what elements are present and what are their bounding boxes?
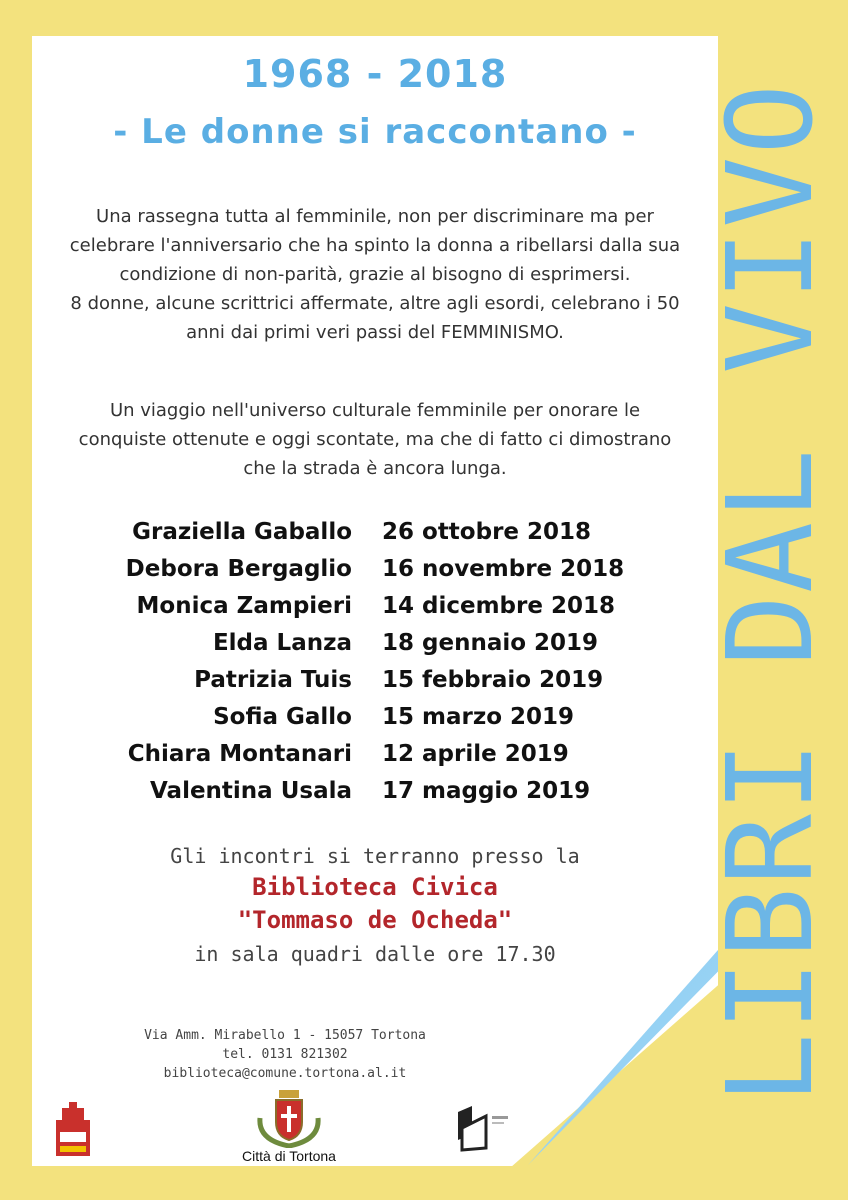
schedule-row [60,662,680,699]
venue-intro: Gli incontri si terranno presso la [170,844,580,868]
schedule-list [60,514,680,810]
intro-line: 8 donne, alcune scrittrici affermate, altre agli esordi, celebrano i 50 [70,293,680,314]
venue-time: in sala quadri dalle ore 17.30 [194,942,556,966]
city-name-label: Città di Tortona [242,1148,336,1164]
intro-line: che la strada è ancora lunga. [243,458,507,479]
intro-paragraph-1 [40,202,710,347]
title-subtitle: - Le donne si raccontano - [113,112,637,152]
author-name: Patrizia Tuis [194,667,352,693]
library-logo-icon [452,1104,512,1152]
author-name: Debora Bergaglio [125,556,352,582]
title-years: 1968 - 2018 [242,52,508,96]
event-date: 15 marzo 2019 [382,704,575,730]
event-date: 16 novembre 2018 [382,556,625,582]
author-name: Chiara Montanari [127,741,352,767]
contact-address: Via Amm. Mirabello 1 - 15057 Tortona [144,1028,426,1043]
schedule-row [60,625,680,662]
event-date: 12 aprile 2019 [382,741,569,767]
intro-paragraph-2 [40,396,710,483]
schedule-row [60,588,680,625]
author-name: Valentina Usala [150,778,352,804]
intro-line: anni dai primi veri passi del FEMMINISMO. [186,322,564,343]
schedule-row [60,699,680,736]
author-name: Graziella Gaballo [132,519,352,545]
vertical-side-title: LIBRI DAL VIVO [701,81,839,1105]
event-date: 15 febbraio 2019 [382,667,604,693]
event-date: 26 ottobre 2018 [382,519,592,545]
intro-line: conquiste ottenute e oggi scontate, ma che di fatto ci dimostrano [78,429,672,450]
schedule-row [60,773,680,810]
venue-name-line-2: "Tommaso de Ocheda" [237,906,513,934]
author-name: Sofia Gallo [213,704,352,730]
schedule-row [60,551,680,588]
intro-line: condizione di non-parità, grazie al bisogno di esprimersi. [119,264,631,285]
event-date: 17 maggio 2019 [382,778,591,804]
schedule-row [60,736,680,773]
intro-line: celebrare l'anniversario che ha spinto la donna a ribellarsi dalla sua [69,235,681,256]
intro-line: Un viaggio nell'universo culturale femminile per onorare le [109,400,641,421]
schedule-row [60,514,680,551]
event-date: 14 dicembre 2018 [382,593,615,619]
contact-block [80,1026,490,1083]
venue-name-line-1: Biblioteca Civica [252,873,498,901]
event-date: 18 gennaio 2019 [382,630,599,656]
citta-logo-icon [52,1102,94,1158]
contact-phone: tel. 0131 821302 [222,1047,348,1062]
author-name: Monica Zampieri [136,593,352,619]
intro-line: Una rassegna tutta al femminile, non per discriminare ma per [96,206,654,227]
tortona-coat-of-arms-icon [254,1088,324,1148]
contact-email[interactable]: biblioteca@comune.tortona.al.it [163,1066,407,1081]
author-name: Elda Lanza [212,630,352,656]
